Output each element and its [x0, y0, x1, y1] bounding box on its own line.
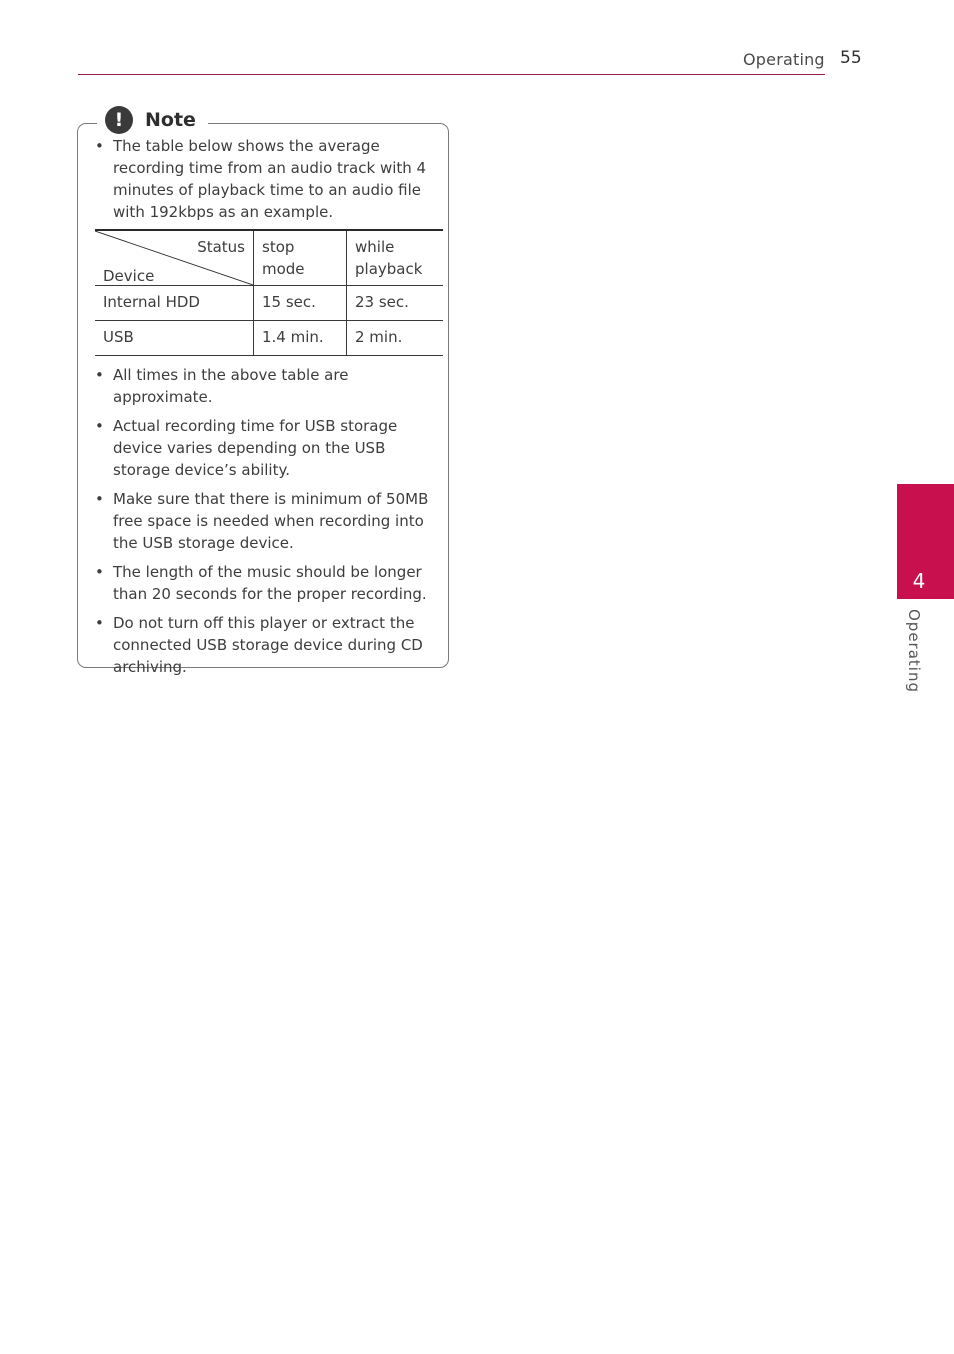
chapter-number: 4 [912, 569, 926, 593]
playback-cell: 23 sec. [347, 286, 444, 321]
chapter-label: Operating [905, 609, 923, 693]
list-item: • Do not turn off this player or extract the connected USB storage device during CD archiving. [95, 612, 443, 678]
stop-mode-cell: 15 sec. [254, 286, 347, 321]
table-row [95, 321, 443, 356]
status-label: Status [197, 238, 245, 256]
note-content [95, 135, 443, 685]
exclamation-icon: ! [105, 106, 133, 134]
table-row [95, 286, 443, 321]
header-section-title: Operating [743, 50, 825, 69]
chapter-tab [897, 484, 954, 599]
header-divider [78, 74, 825, 75]
table-corner-cell [95, 230, 254, 286]
recording-time-table [95, 229, 443, 356]
column-header-stop-mode: stop mode [254, 230, 347, 286]
note-bullet-list [95, 364, 443, 678]
note-heading [97, 103, 208, 137]
note-intro-bullet: • The table below shows the average recording time from an audio track with 4 minutes of playback time to an audio file with 192kbps as an example. [95, 135, 443, 223]
list-item: • Make sure that there is minimum of 50MB free space is needed when recording into the USB storage device. [95, 488, 443, 554]
column-header-while-playback: while playback [347, 230, 444, 286]
device-cell: USB [95, 321, 254, 356]
stop-mode-cell: 1.4 min. [254, 321, 347, 356]
list-item: • All times in the above table are approximate. [95, 364, 443, 408]
table-header-row [95, 230, 443, 286]
device-cell: Internal HDD [95, 286, 254, 321]
page-number: 55 [840, 48, 862, 68]
device-label: Device [103, 267, 155, 285]
list-item: • The length of the music should be longer than 20 seconds for the proper recording. [95, 561, 443, 605]
playback-cell: 2 min. [347, 321, 444, 356]
list-item: • Actual recording time for USB storage device varies depending on the USB storage device’s ability. [95, 415, 443, 481]
note-title: Note [145, 109, 196, 131]
